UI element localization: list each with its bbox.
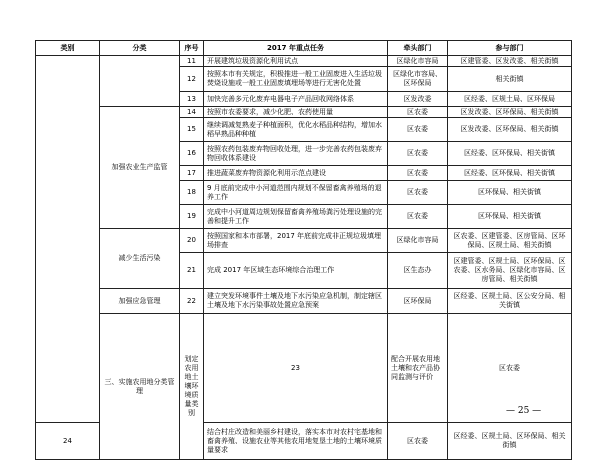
lead-department: 区环保局 — [388, 289, 448, 314]
participant-departments: 区环保局、相关街镇 — [448, 181, 572, 205]
table-row — [36, 289, 572, 314]
row-number: 24 — [36, 423, 100, 460]
category-section3: 三、实施农用地分类管理 — [100, 314, 180, 460]
row-number: 13 — [180, 92, 204, 107]
task-text: 推进蔬菜废弃物资源化利用示范点建设 — [204, 166, 388, 181]
header-lead: 牵头部门 — [388, 41, 448, 56]
category-cell-continued — [36, 56, 100, 423]
page-number: — 25 — — [506, 406, 542, 416]
lead-department: 区农委 — [388, 107, 448, 118]
participant-departments: 区经委、区规土局、区环保局、相关街镇 — [448, 423, 572, 460]
task-text: 按照市农委要求，减少化肥、农药使用量 — [204, 107, 388, 118]
task-table — [35, 40, 572, 460]
row-number: 19 — [180, 205, 204, 229]
participant-departments: 区经委、区环保局、相关街镇 — [448, 166, 572, 181]
participant-departments: 区经委、区规土局、区公安分局、相关街镇 — [448, 289, 572, 314]
subcategory-zoning: 划定农用地土壤环境质量类别 — [180, 314, 204, 460]
lead-department: 区农委 — [388, 423, 448, 460]
table-row — [36, 107, 572, 118]
task-text: 按照本市有关规定，积极推进一般工业固废进入生活垃圾焚烧设施或一般工业固废填埋场等进行无害化处置 — [204, 67, 388, 92]
participant-departments: 区发改委、区环保局、相关街镇 — [448, 118, 572, 142]
subcategory-life: 减少生活污染 — [100, 229, 180, 289]
task-text: 按照国家和本市部署，2017 年底前完成非正规垃圾填埋场排查 — [204, 229, 388, 253]
participant-departments: 相关街镇 — [448, 67, 572, 92]
task-text: 建立突发环境事件土壤及地下水污染应急机制，制定辖区土壤及地下水污染事故处置应急预案 — [204, 289, 388, 314]
participant-departments: 区经委、区环保局、相关街镇 — [448, 142, 572, 166]
header-category: 类别 — [36, 41, 100, 56]
lead-department: 区农委 — [388, 205, 448, 229]
row-number: 20 — [180, 229, 204, 253]
lead-department: 区绿化市容局 — [388, 56, 448, 67]
participant-departments: 区发改委、区环保局、相关街镇 — [448, 107, 572, 118]
row-number: 18 — [180, 181, 204, 205]
subcategory-agri: 加强农业生产监管 — [100, 107, 180, 229]
lead-department: 区绿化市容局 — [388, 229, 448, 253]
task-text: 9 月底前完成中小河道范围内规划不保留畜禽养殖场的退养工作 — [204, 181, 388, 205]
task-text: 按照农药包装废弃物回收处理，进一步完善农药包装废弃物回收体系建设 — [204, 142, 388, 166]
lead-department: 区农委 — [388, 181, 448, 205]
subcategory-cell-continued — [100, 56, 180, 107]
table-row — [36, 229, 572, 253]
lead-department: 区农委 — [388, 142, 448, 166]
row-number: 12 — [180, 67, 204, 92]
subcategory-emergency: 加强应急管理 — [100, 289, 180, 314]
participant-departments: 区建管委、区规土局、区环保局、区农委、区水务局、区绿化市容局、区房管局、相关街镇 — [448, 253, 572, 289]
row-number: 14 — [180, 107, 204, 118]
lead-department: 区农委 — [388, 118, 448, 142]
participant-departments: 区经委、区规土局、区环保局 — [448, 92, 572, 107]
row-number: 21 — [180, 253, 204, 289]
lead-department: 区绿化市容局、区环保局 — [388, 67, 448, 92]
participant-departments: 区环保局、相关街镇 — [448, 205, 572, 229]
row-number: 15 — [180, 118, 204, 142]
task-text: 开展建筑垃圾资源化利用试点 — [204, 56, 388, 67]
header-subcategory: 分类 — [100, 41, 180, 56]
lead-department: 区生态办 — [388, 253, 448, 289]
task-text: 配合开展农用地土壤和农产品协同监测与评价 — [388, 314, 448, 423]
lead-department: 区农委 — [448, 314, 572, 423]
task-text: 加快完善多元化废弃电器电子产品回收网络体系 — [204, 92, 388, 107]
task-text: 完成 2017 年区域生态环境综合治理工作 — [204, 253, 388, 289]
table-row — [36, 314, 572, 423]
header-index: 序号 — [180, 41, 204, 56]
task-text: 继续调减复熟麦子种植面积，优化水稻品种结构，增加水稻早熟品种种植 — [204, 118, 388, 142]
row-number: 23 — [204, 314, 388, 423]
row-number: 11 — [180, 56, 204, 67]
task-text: 完成中小河道周边规划保留畜禽养殖场粪污处理设施的完善和提升工作 — [204, 205, 388, 229]
header-participants: 参与部门 — [448, 41, 572, 56]
row-number: 17 — [180, 166, 204, 181]
lead-department: 区农委 — [388, 166, 448, 181]
row-number: 22 — [180, 289, 204, 314]
header-task: 2017 年重点任务 — [204, 41, 388, 56]
task-text: 结合村庄改造和美丽乡村建设，落实本市对农村宅基地和畜禽养殖、设施农业等其他农用地复垦土地的土壤环境质量要求 — [204, 423, 388, 460]
participant-departments: 区建管委、区发改委、相关街镇 — [448, 56, 572, 67]
participant-departments: 区农委、区建管委、区房管局、区环保局、区规土局、相关街镇 — [448, 229, 572, 253]
row-number: 16 — [180, 142, 204, 166]
lead-department: 区发改委 — [388, 92, 448, 107]
table-row — [36, 56, 572, 67]
